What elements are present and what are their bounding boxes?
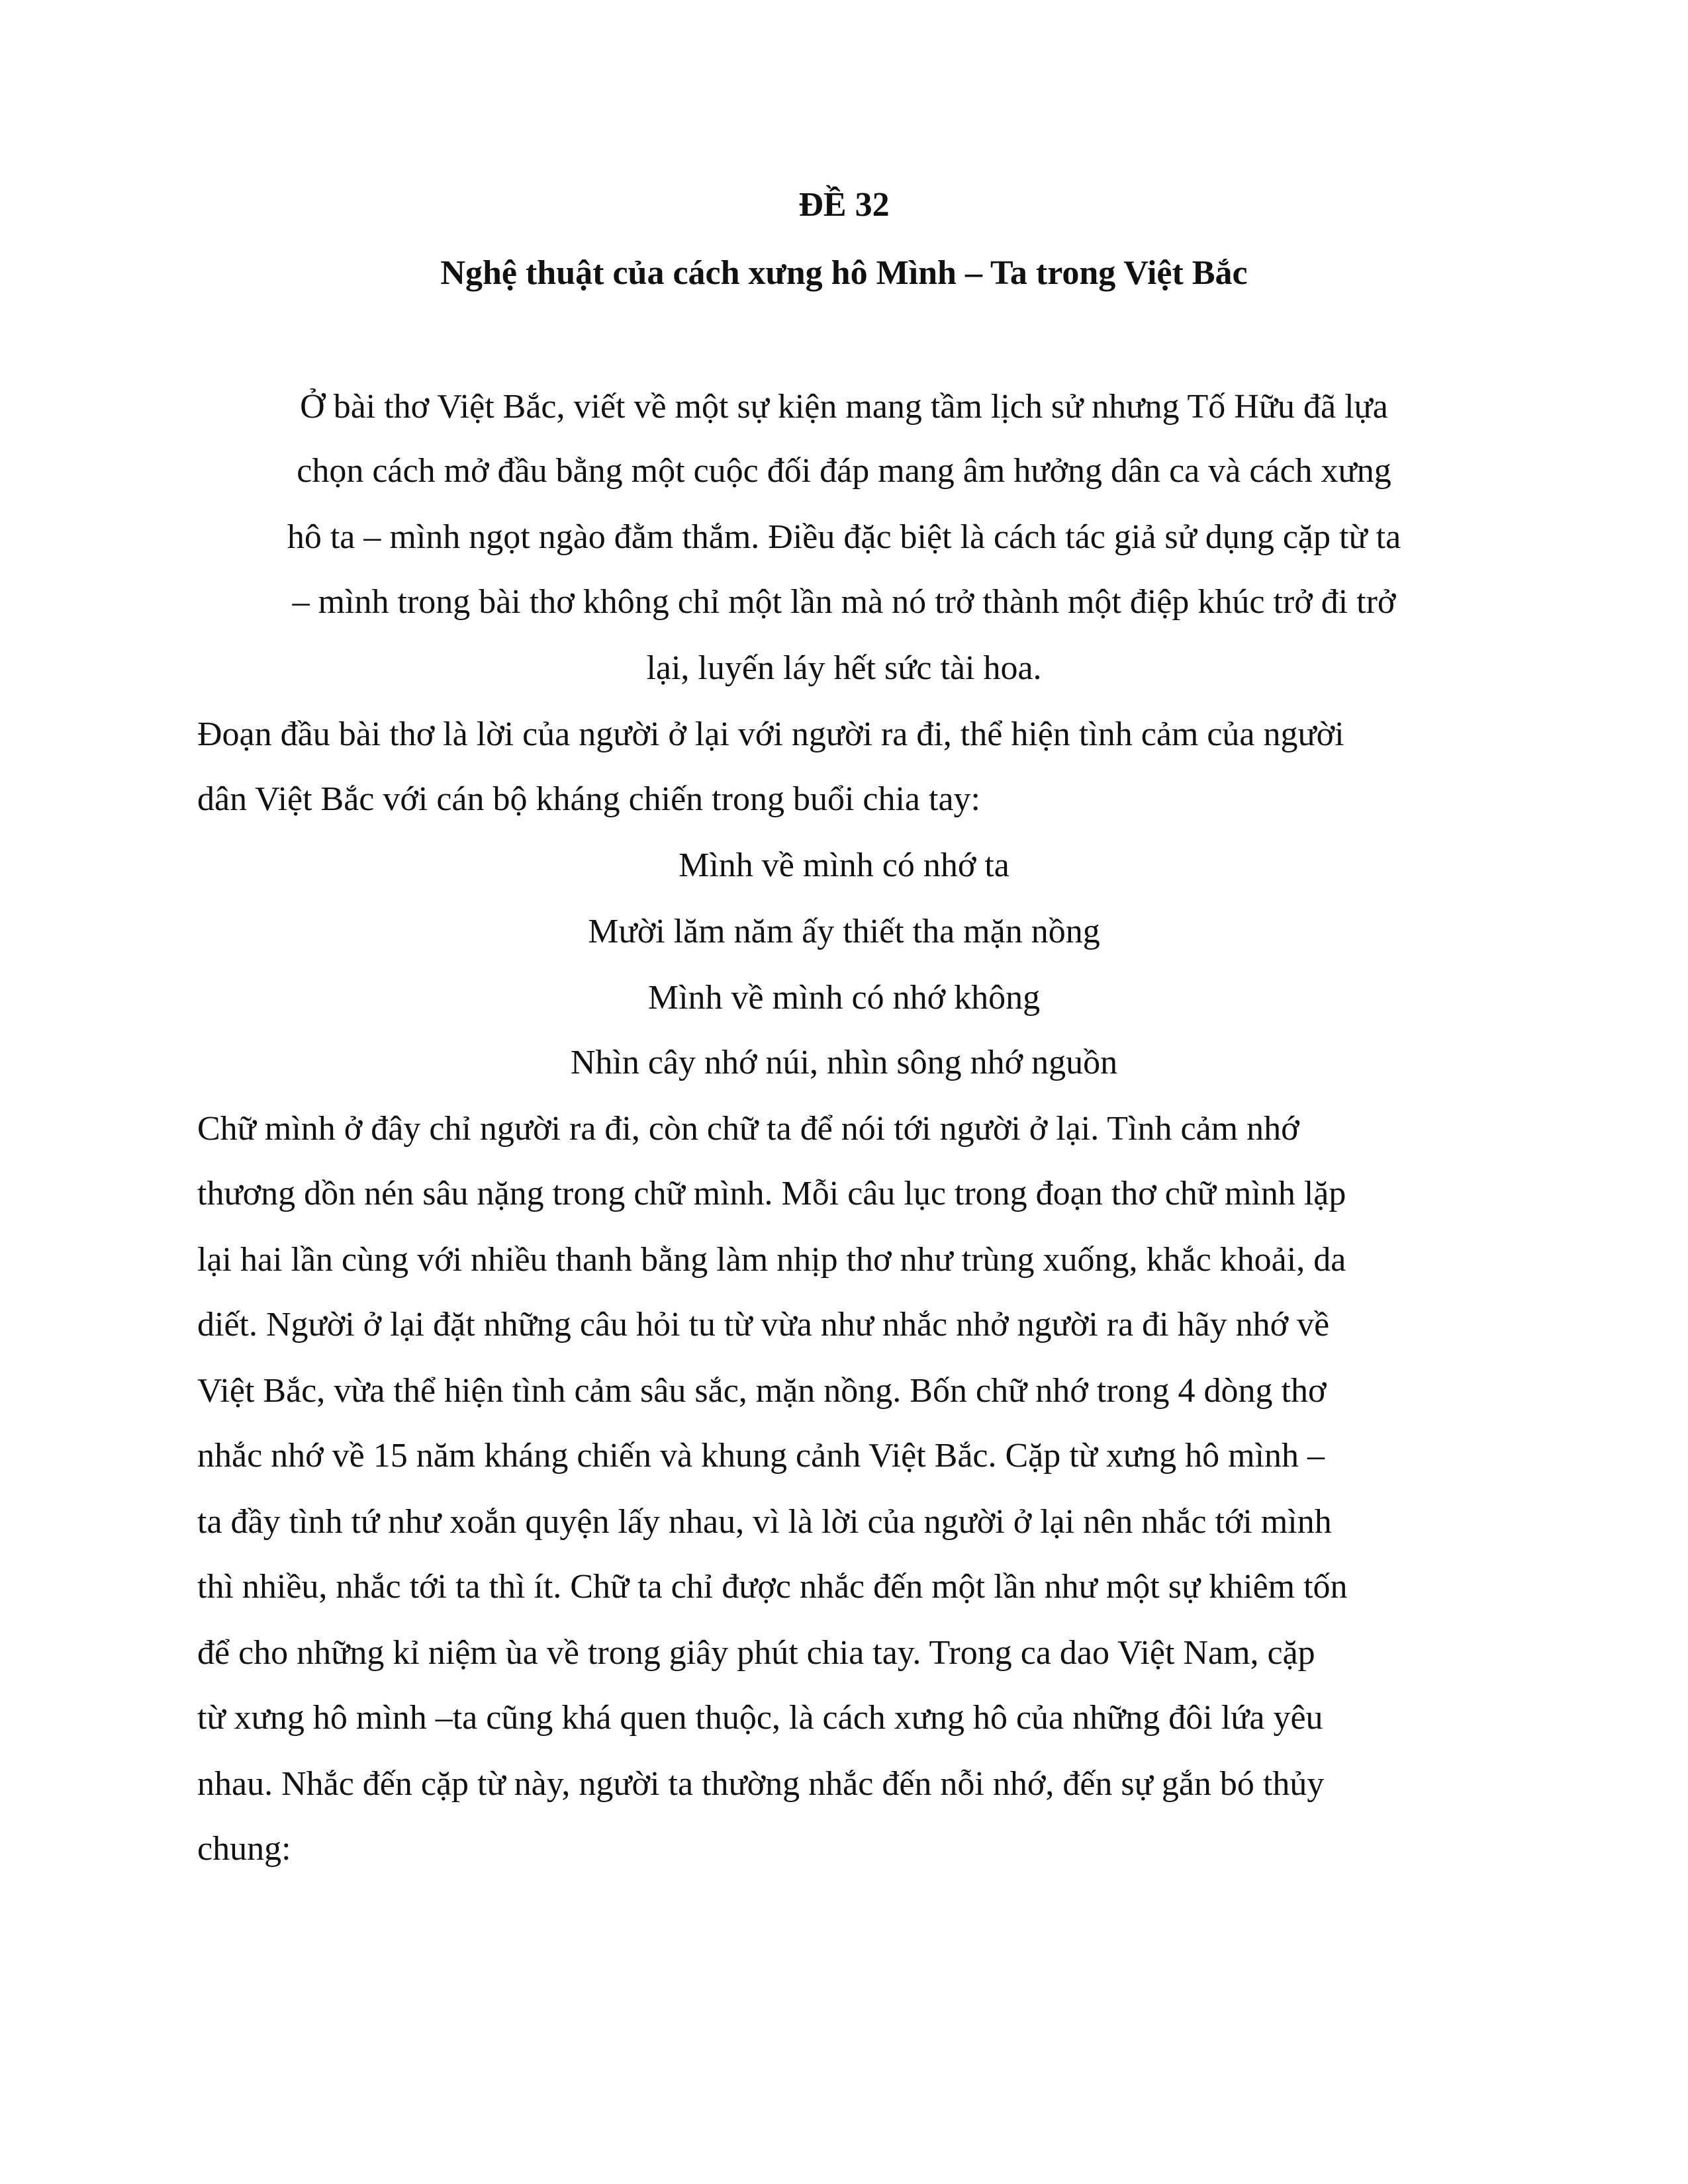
paragraph-line: thương dồn nén sâu nặng trong chữ mình. Mỗi câu lục trong đoạn thơ chữ mình lặp (197, 1175, 1346, 1212)
paragraph-line: Đoạn đầu bài thơ là lời của người ở lại với người ra đi, thể hiện tình cảm của người (197, 715, 1344, 753)
paragraph-line: diết. Người ở lại đặt những câu hỏi tu từ vừa như nhắc nhở người ra đi hãy nhớ về (197, 1306, 1330, 1343)
intro-line: Ở bài thơ Việt Bắc, viết về một sự kiện mang tầm lịch sử nhưng Tố Hữu đã lựa (300, 388, 1388, 426)
paragraph-line: Chữ mình ở đây chỉ người ra đi, còn chữ ta để nói tới người ở lại. Tình cảm nhớ (197, 1110, 1299, 1148)
paragraph-line: nhau. Nhắc đến cặp từ này, người ta thường nhắc đến nỗi nhớ, đến sự gắn bó thủy (197, 1765, 1325, 1803)
intro-line: chọn cách mở đầu bằng một cuộc đối đáp mang âm hưởng dân ca và cách xưng (297, 452, 1391, 490)
paragraph-line: ta đầy tình tứ như xoắn quyện lấy nhau, vì là lời của người ở lại nên nhắc tới mình (197, 1503, 1332, 1541)
paragraph-line: Việt Bắc, vừa thể hiện tình cảm sâu sắc, mặn nồng. Bốn chữ nhớ trong 4 dòng thơ (197, 1372, 1327, 1410)
paragraph-line: để cho những kỉ niệm ùa về trong giây phút chia tay. Trong ca dao Việt Nam, cặp (197, 1634, 1315, 1672)
exam-number-heading: ĐỀ 32 (798, 186, 890, 224)
paragraph-line: lại hai lần cùng với nhiều thanh bằng làm nhịp thơ như trùng xuống, khắc khoải, da (197, 1241, 1346, 1279)
paragraph-line: dân Việt Bắc với cán bộ kháng chiến trong buổi chia tay: (197, 780, 980, 818)
paragraph-line: từ xưng hô mình –ta cũng khá quen thuộc, là cách xưng hô của những đôi lứa yêu (197, 1699, 1323, 1737)
intro-line: hô ta – mình ngọt ngào đằm thắm. Điều đặc biệt là cách tác giả sử dụng cặp từ ta (287, 518, 1401, 556)
poem-line: Mình về mình có nhớ ta (679, 846, 1009, 884)
paragraph-line: nhắc nhớ về 15 năm kháng chiến và khung cảnh Việt Bắc. Cặp từ xưng hô mình – (197, 1437, 1325, 1475)
paragraph-line: thì nhiều, nhắc tới ta thì ít. Chữ ta chỉ được nhắc đến một lần như một sự khiêm tốn (197, 1568, 1348, 1606)
poem-line: Mình về mình có nhớ không (647, 979, 1041, 1017)
poem-line: Mười lăm năm ấy thiết tha mặn nồng (588, 913, 1100, 950)
paragraph-line: chung: (197, 1830, 291, 1868)
intro-line: lại, luyến láy hết sức tài hoa. (646, 649, 1042, 687)
poem-line: Nhìn cây nhớ núi, nhìn sông nhớ nguồn (570, 1044, 1118, 1081)
intro-line: – mình trong bài thơ không chỉ một lần mà nó trở thành một điệp khúc trở đi trở (292, 583, 1396, 621)
essay-title-heading: Nghệ thuật của cách xưng hô Mình – Ta trong Việt Bắc (440, 254, 1248, 292)
